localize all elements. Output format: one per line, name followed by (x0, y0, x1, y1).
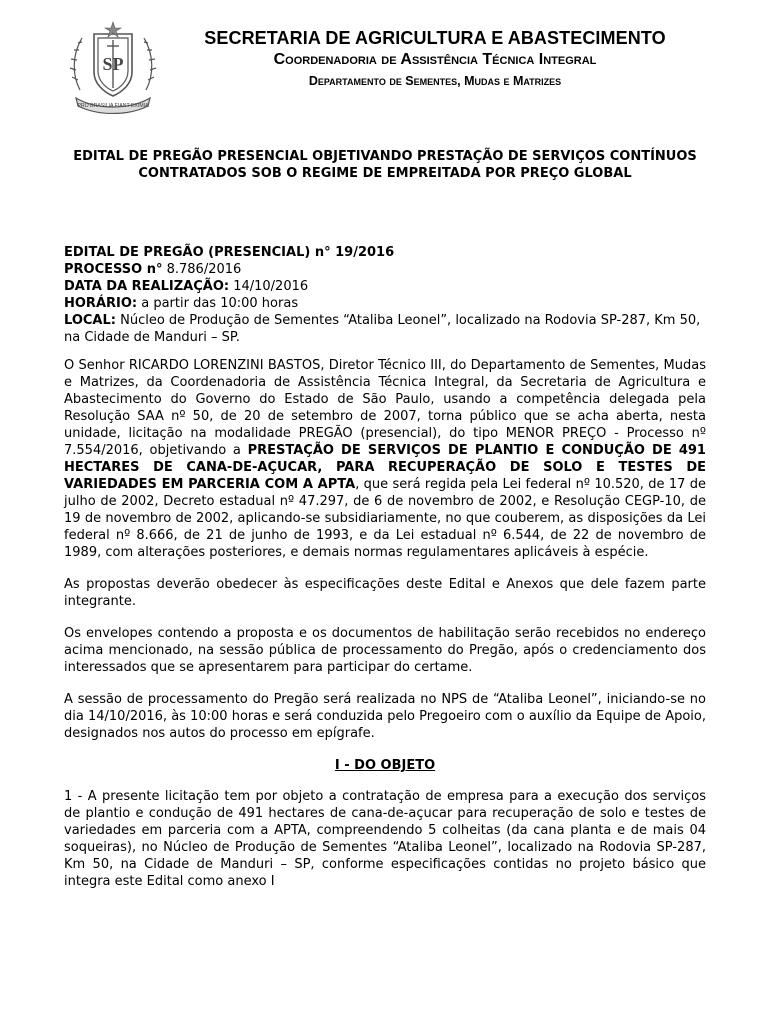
secretaria-heading: SECRETARIA DE AGRICULTURA E ABASTECIMENTO (204, 28, 666, 48)
data-realizacao-line (64, 278, 706, 295)
document-body (64, 357, 706, 905)
sao-paulo-seal-icon (66, 20, 160, 114)
local-value: Núcleo de Produção de Sementes “Ataliba Leonel”, localizado na Rodovia SP-287, Km 50, na Cidade de Manduri – SP. (64, 313, 701, 345)
paragraph-objeto: 1 - A presente licitação tem por objeto a contratação de empresa para a execução dos serviços de plantio e condução de 491 hectares de cana-de-açucar para recuperação de solo e testes de variedades em parceria com a APTA, compreendendo 5 colheitas (da cana planta e de mais 04 soqueiras), no Núcleo de Produção de Sementes “Ataliba Leonel”, localizado na Rodovia SP-287, Km 50, na Cidade de Manduri – SP, conforme especificações contidas no projeto básico que integra este Edital como anexo I (64, 789, 706, 889)
edital-info-block (64, 244, 706, 346)
processo-value: 8.786/2016 (162, 262, 242, 277)
local-line (64, 312, 706, 346)
processo-label: PROCESSO n° (64, 262, 163, 277)
data-value: 14/10/2016 (229, 279, 309, 294)
seal-ribbon-text: PRO BRASILIA FIANT EXIMIA (77, 103, 149, 109)
paragraph-propostas: As propostas deverão obedecer às especificações deste Edital e Anexos que dele fazem parte integrante. (64, 577, 706, 609)
section-heading-objeto: I - DO OBJETO (334, 758, 436, 773)
coordenadoria-heading: Coordenadoria de Assistência Técnica Integral (273, 51, 597, 68)
paragraph-preamble (64, 357, 706, 561)
horario-label: HORÁRIO: (64, 296, 138, 311)
horario-value: a partir das 10:00 horas (137, 296, 299, 311)
horario-line (64, 295, 706, 312)
edital-number-line (64, 244, 706, 261)
preamble-continuation: , que será regida pela Lei federal nº 10.520, de 17 de julho de 2002, Decreto estadual nº 47.297, de 6 de novembro de 2002, e Resolução CEGP-10, de 19 de novembro de 2002, aplicando-se subsidiariamente, no que couberem, as disposições da Lei federal nº 8.666, de 21 de junho de 1993, e da Lei estadual nº 6.544, de 22 de novembro de 1989, com alterações posteriores, e demais normas regulamentares aplicáveis à espécie. (64, 477, 706, 560)
data-label: DATA DA REALIZAÇÃO: (64, 279, 230, 294)
departamento-heading: Departamento de Sementes, Mudas e Matrizes (308, 74, 562, 88)
edital-label: EDITAL DE PREGÃO (PRESENCIAL) n° 19/2016 (64, 245, 395, 260)
seal-letters: SP (102, 54, 124, 74)
processo-line (64, 261, 706, 278)
local-label: LOCAL: (64, 313, 116, 328)
paragraph-sessao: A sessão de processamento do Pregão será realizada no NPS de “Ataliba Leonel”, iniciando-se no dia 14/10/2016, às 10:00 horas e será conduzida pelo Pregoeiro com o auxílio da Equipe de Apoio, designados nos autos do processo em epígrafe. (64, 692, 706, 741)
preamble-text: O Senhor RICARDO LORENZINI BASTOS, Diretor Técnico III, do Departamento de Sementes, Mudas e Matrizes, da Coordenadoria de Assistência Técnica Integral, da Secretaria de Agricultura e Abastecimento do Governo do Estado de São Paulo, usando a competência delegada pela Resolução SAA nº 50, de 20 de setembro de 2007, torna público que se acha aberta, nesta unidade, licitação na modalidade PREGÃO (presencial), do tipo MENOR PREÇO - Processo nº 7.554/2016, objetivando a (64, 358, 706, 458)
document-title: EDITAL DE PREGÃO PRESENCIAL OBJETIVANDO PRESTAÇÃO DE SERVIÇOS CONTÍNUOS CONTRATADOS SOB O REGIME DE EMPREITADA POR PREÇO GLOBAL (73, 149, 697, 181)
paragraph-envelopes: Os envelopes contendo a proposta e os documentos de habilitação serão recebidos no endereço acima mencionado, na sessão pública de processamento do Pregão, após o credenciamento dos interessados que se apresentarem para participar do certame. (64, 626, 706, 675)
object-highlight: PRESTAÇÃO DE SERVIÇOS DE PLANTIO E CONDUÇÃO DE 491 HECTARES DE CANA-DE-AÇUCAR, PARA RECUPERAÇÃO DE SOLO E TESTES DE VARIEDADES EM PARCERIA COM A APTA (64, 443, 706, 492)
letterhead (170, 27, 700, 91)
